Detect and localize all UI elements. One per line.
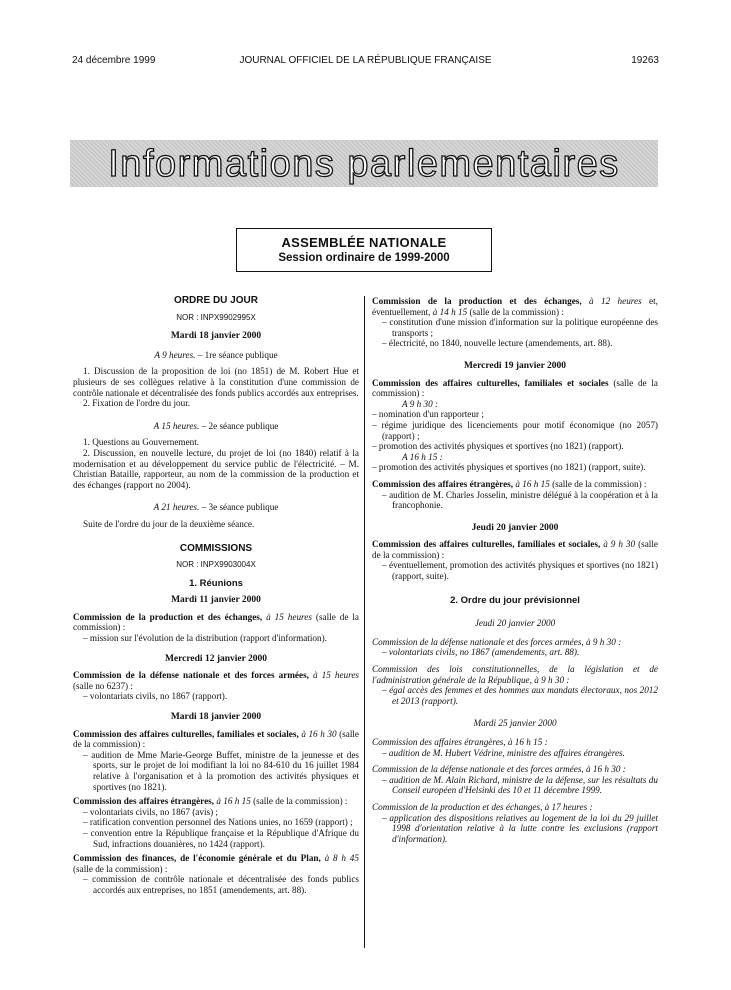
agenda-item: – ratification convention personnel des Nations unies, no 1659 (rapport) ; bbox=[83, 817, 353, 828]
ordre-date: Mardi 18 janvier 2000 bbox=[170, 331, 262, 342]
section-banner bbox=[70, 140, 658, 187]
commission-entry: Commission de la production et des échanges, à 12 heures et, éventuellement, à 14 h 15 (salle de la commission) : bbox=[372, 296, 658, 317]
ordre-nor: NOR : INPX9902995X bbox=[176, 312, 256, 322]
meeting-date: Mercredi 19 janvier 2000 bbox=[463, 360, 567, 371]
agenda-item: – mission sur l'évolution de la distribution (rapport d'information). bbox=[83, 633, 327, 644]
header-page-number: 19263 bbox=[631, 55, 659, 66]
assembly-name: ASSEMBLÉE NATIONALE bbox=[281, 235, 447, 250]
commission-entry: Commission de la défense nationale et des forces armées, à 15 heures (salle no 6237) : bbox=[73, 670, 359, 691]
left-column bbox=[73, 296, 359, 896]
commission-entry: Commission des affaires culturelles, familiales et sociales (salle de la commission) : bbox=[372, 377, 658, 399]
banner-title: Informations parlementaires bbox=[108, 142, 620, 185]
session-name: Session ordinaire de 1999-2000 bbox=[278, 252, 450, 264]
time-slot: A 16 h 15 : bbox=[402, 451, 443, 462]
agenda-item: – nomination d'un rapporteur ; bbox=[372, 409, 484, 420]
header-date: 24 décembre 1999 bbox=[72, 55, 156, 66]
agenda-item: – promotion des activités physiques et sportives (no 1821) (rapport, suite). bbox=[372, 462, 646, 473]
agenda-item: – volontariats civils, no 1867 (rapport). bbox=[83, 691, 228, 702]
commission-entry: Commission de la production et des échanges, à 15 heures (salle de la commission) : bbox=[73, 611, 359, 633]
meeting-date: Mardi 18 janvier 2000 bbox=[170, 712, 262, 723]
forecast-item: – audition de M. Hubert Védrine, ministre des affaires étrangères. bbox=[382, 747, 625, 758]
time-slot: A 9 h 30 : bbox=[402, 398, 439, 409]
sitting-2-item: 2. Discussion, en nouvelle lecture, du projet de loi (no 1840) relatif à la modernisation et au développement du service public de l'électricité. – M. Christian Bataille, rapporteur, au nom de la commission de la production et des échanges (rapport no 2004). bbox=[73, 447, 359, 490]
forecast-entry: Commission de la production et des échanges, à 17 heures : bbox=[372, 801, 593, 812]
meeting-date: Mercredi 12 janvier 2000 bbox=[164, 653, 268, 664]
forecast-entry: Commission de la défense nationale et des forces armées, à 16 h 30 : bbox=[372, 764, 626, 775]
agenda-item: – promotion des activités physiques et sportives (no 1821) (rapport). bbox=[372, 441, 624, 452]
meeting-date: Mardi 11 janvier 2000 bbox=[171, 595, 261, 606]
commission-entry: Commission des affaires étrangères, à 16 h 15 (salle de la commission) : bbox=[73, 796, 348, 807]
sitting-1-heading: A 9 heures. – 1re séance publique bbox=[154, 349, 278, 360]
sitting-3-text: Suite de l'ordre du jour de la deuxième séance. bbox=[83, 518, 255, 529]
agenda-item: – régime juridique des licenciements pour motif économique (no 2057) (rapport) ; bbox=[372, 419, 658, 441]
commission-entry: Commission des affaires culturelles, familiales et sociales, à 16 h 30 (salle de la commission) : bbox=[73, 728, 359, 750]
header-journal-title: JOURNAL OFFICIEL DE LA RÉPUBLIQUE FRANÇAISE bbox=[239, 55, 492, 66]
agenda-item: – convention entre la République française et la République d'Afrique du Sud, infractions douanières, no 1424 (rapport). bbox=[83, 827, 359, 849]
assembly-title-box bbox=[236, 228, 492, 272]
sitting-2-heading: A 15 heures. – 2e séance publique bbox=[153, 420, 279, 431]
sitting-1-item: 2. Fixation de l'ordre du jour. bbox=[83, 398, 191, 409]
sitting-2-item: 1. Questions au Gouvernement. bbox=[83, 437, 200, 448]
sitting-1-item: 1. Discussion de la proposition de loi (no 1851) de M. Robert Hue et plusieurs de ses collègues relative à la constitution d'une commission de contrôle nationale et décentralisée des fonds publics accordés aux entreprises. bbox=[73, 366, 359, 398]
forecast-date: Jeudi 20 janvier 2000 bbox=[474, 618, 556, 629]
forecast-entry: Commission des affaires étrangères, à 16 h 15 : bbox=[372, 737, 548, 747]
agenda-item: – commission de contrôle nationale et décentralisée des fonds publics accordés aux entreprises, no 1851 (amendements, art. 88). bbox=[83, 874, 359, 895]
commission-entry: Commission des affaires étrangères, à 16 h 15 (salle de la commission) : bbox=[372, 478, 647, 489]
forecast-item: – égal accès des femmes et des hommes aux mandats électoraux, nos 2012 et 2013 (rapport). bbox=[382, 685, 658, 706]
reunions-heading: 1. Réunions bbox=[189, 577, 243, 589]
column-divider bbox=[364, 296, 365, 948]
forecast-entry: Commission de la défense nationale et des forces armées, à 9 h 30 : bbox=[372, 636, 622, 647]
commission-entry: Commission des finances, de l'économie générale et du Plan, à 8 h 45 (salle de la commission) : bbox=[73, 853, 359, 874]
forecast-item: – volontariats civils, no 1867 (amendements, art. 88). bbox=[382, 647, 580, 658]
forecast-item: – audition de M. Alain Richard, ministre de la défense, sur les résultats du Conseil européen d'Helsinki des 10 et 11 décembre 1999. bbox=[382, 774, 658, 796]
agenda-item: – électricité, no 1840, nouvelle lecture (amendements, art. 88). bbox=[382, 338, 613, 349]
ordre-du-jour-heading: ORDRE DU JOUR bbox=[174, 295, 258, 306]
commissions-nor: NOR : INPX9903004X bbox=[176, 560, 256, 570]
meeting-date: Jeudi 20 janvier 2000 bbox=[471, 522, 559, 533]
forecast-entry: Commission des lois constitutionnelles, de la législation et de l'administration générale de la République, à 9 h 30 : bbox=[372, 664, 658, 685]
forecast-date: Mardi 25 janvier 2000 bbox=[473, 718, 557, 729]
commissions-heading: COMMISSIONS bbox=[179, 542, 253, 554]
agenda-item: – volontariats civils, no 1867 (avis) ; bbox=[83, 806, 218, 817]
agenda-item: – audition de M. Charles Josselin, ministre délégué à la coopération et à la francophonie. bbox=[382, 489, 658, 511]
right-column bbox=[372, 296, 658, 844]
previsionnel-heading: 2. Ordre du jour prévisionnel bbox=[450, 594, 580, 606]
sitting-3-heading: A 21 heures. – 3e séance publique bbox=[153, 502, 279, 513]
commission-entry: Commission des affaires culturelles, familiales et sociales, à 9 h 30 (salle de la commission) : bbox=[372, 539, 658, 560]
agenda-item: – constitution d'une mission d'information sur la politique européenne des transports ; bbox=[382, 317, 658, 338]
forecast-item: – application des dispositions relatives au logement de la loi du 29 juillet 1998 d'orientation relative à la lutte contre les exclusions (rapport d'information). bbox=[382, 812, 658, 844]
agenda-item: – audition de Mme Marie-George Buffet, ministre de la jeunesse et des sports, sur le projet de loi modifiant la loi no 84-610 du 16 juillet 1984 relative à l'organisation et à la promotion des activités physiques et sportives (no 1821). bbox=[83, 749, 359, 792]
agenda-item: – éventuellement, promotion des activités physiques et sportives (no 1821) (rapport, suite). bbox=[382, 560, 658, 582]
